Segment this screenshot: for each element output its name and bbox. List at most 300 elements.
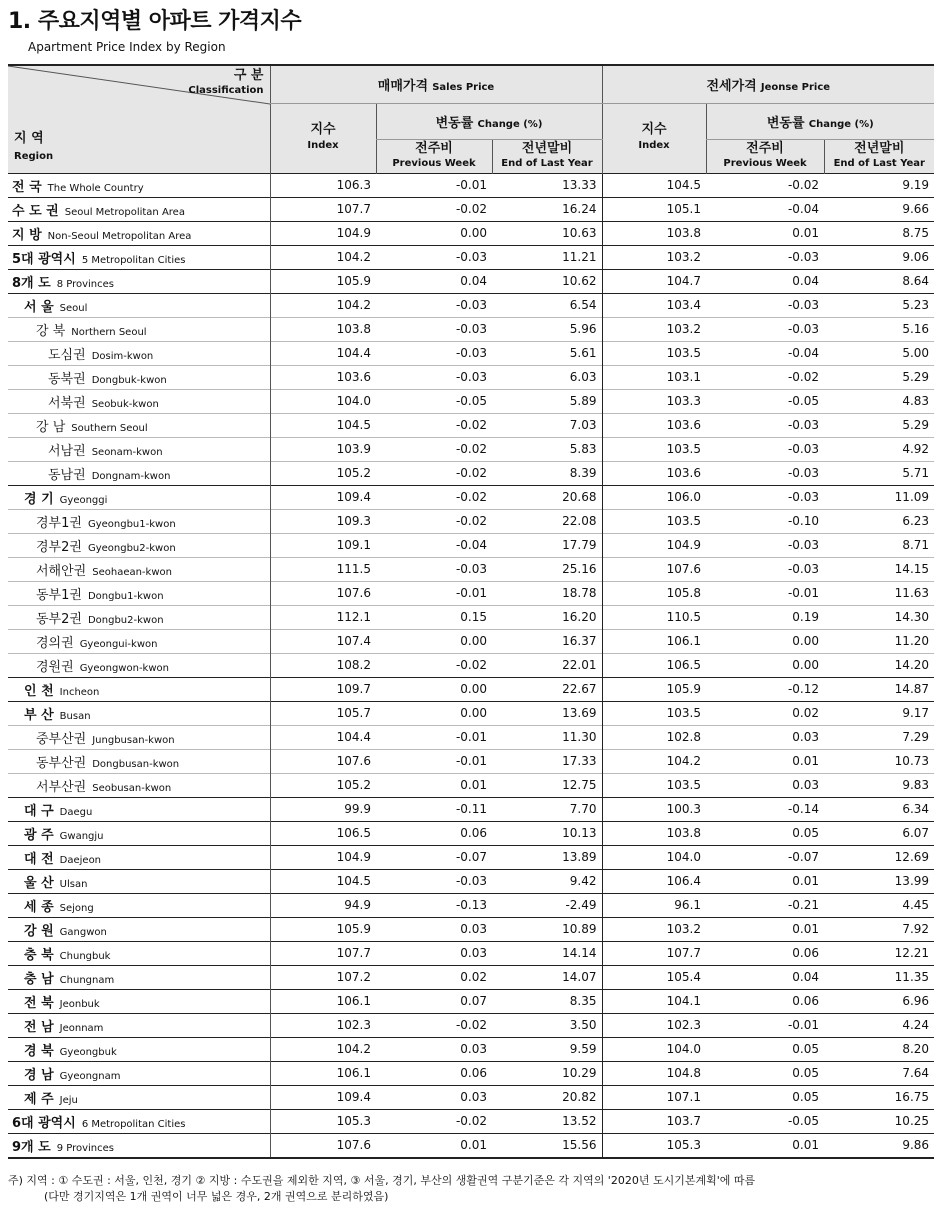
sales-prev-week-cell: 0.00	[376, 701, 492, 725]
sales-prev-week-cell: 0.01	[376, 1133, 492, 1158]
jeonse-end-last-year-cell: 5.71	[824, 461, 934, 485]
sales-end-last-year-cell: 3.50	[492, 1013, 602, 1037]
jeonse-end-last-year-cell: 9.66	[824, 197, 934, 221]
region-name-ko: 서북권	[48, 395, 86, 411]
region-name-ko: 서 울	[24, 299, 54, 315]
region-cell	[8, 701, 270, 725]
sales-index-cell: 103.9	[270, 437, 376, 461]
sales-end-last-year-cell: 6.54	[492, 293, 602, 317]
region-name-ko: 경 북	[24, 1043, 54, 1059]
jeonse-index-cell: 102.8	[602, 725, 706, 749]
jeonse-end-last-year-cell: 7.64	[824, 1061, 934, 1085]
region-cell	[8, 1133, 270, 1158]
region-name-en: Seoul Metropolitan Area	[64, 206, 185, 218]
region-name-en: 6 Metropolitan Cities	[81, 1118, 186, 1130]
jeonse-prev-week-cell: 0.05	[706, 1037, 824, 1061]
sales-index-cell: 107.6	[270, 749, 376, 773]
sales-index-cell: 104.5	[270, 413, 376, 437]
sales-prev-week-cell: -0.02	[376, 653, 492, 677]
sales-prev-week-cell: -0.01	[376, 173, 492, 197]
sales-index-cell: 104.4	[270, 341, 376, 365]
region-name-ko: 강 원	[24, 923, 54, 939]
sales-end-last-year-cell: 13.33	[492, 173, 602, 197]
region-name-ko: 9개 도	[12, 1139, 51, 1155]
table-row	[8, 1037, 934, 1061]
jeonse-index-cell: 96.1	[602, 893, 706, 917]
jeonse-end-last-year-cell: 6.96	[824, 989, 934, 1013]
sales-prev-week-cell: 0.06	[376, 821, 492, 845]
sales-end-last-year-cell: 5.83	[492, 437, 602, 461]
classification-label-en: Classification	[188, 85, 264, 96]
jeonse-index-cell: 103.2	[602, 917, 706, 941]
region-name-ko: 동부산권	[36, 755, 87, 771]
region-name-en: Gyeongwon-kwon	[79, 662, 169, 674]
region-name-en: 5 Metropolitan Cities	[81, 254, 186, 266]
sales-prev-week-cell: -0.05	[376, 389, 492, 413]
jeonse-prev-week-cell: 0.01	[706, 221, 824, 245]
price-index-table	[8, 64, 934, 1159]
region-cell	[8, 413, 270, 437]
table-row	[8, 965, 934, 989]
sales-end-last-year-cell: 6.03	[492, 365, 602, 389]
jeonse-index-cell: 103.6	[602, 413, 706, 437]
sales-index-cell: 106.1	[270, 989, 376, 1013]
sales-index-cell: 112.1	[270, 605, 376, 629]
jeonse-index-cell: 104.2	[602, 749, 706, 773]
sales-index-cell: 102.3	[270, 1013, 376, 1037]
jeonse-prev-week-cell: 0.03	[706, 773, 824, 797]
jeonse-prev-week-cell: 0.06	[706, 989, 824, 1013]
sales-price-header: 매매가격 Sales Price	[270, 65, 602, 103]
region-cell	[8, 341, 270, 365]
region-name-ko: 강 북	[36, 323, 66, 339]
table-header	[8, 65, 934, 173]
sales-end-last-year-cell: 22.01	[492, 653, 602, 677]
sales-index-cell: 107.7	[270, 197, 376, 221]
region-name-ko: 강 남	[36, 419, 66, 435]
jeonse-end-last-year-cell: 11.20	[824, 629, 934, 653]
region-cell	[8, 653, 270, 677]
jeonse-end-last-year-cell: 14.15	[824, 557, 934, 581]
sales-end-last-year-cell: 22.08	[492, 509, 602, 533]
jeonse-end-last-year-cell: 14.30	[824, 605, 934, 629]
jeonse-prev-week-cell: 0.03	[706, 725, 824, 749]
jeonse-prev-week-cell: -0.14	[706, 797, 824, 821]
jeonse-index-cell: 106.5	[602, 653, 706, 677]
jeonse-index-cell: 105.3	[602, 1133, 706, 1158]
region-name-ko: 제 주	[24, 1091, 54, 1107]
sales-end-last-year-cell: 11.30	[492, 725, 602, 749]
region-cell	[8, 941, 270, 965]
jeonse-end-last-year-cell: 16.75	[824, 1085, 934, 1109]
region-cell	[8, 893, 270, 917]
region-name-en: Jeonnam	[59, 1022, 104, 1034]
sales-end-last-year-cell: 11.21	[492, 245, 602, 269]
region-name-en: Southern Seoul	[71, 422, 148, 434]
jeonse-index-cell: 106.4	[602, 869, 706, 893]
region-name-en: Gwangju	[59, 830, 104, 842]
table-row	[8, 293, 934, 317]
table-row	[8, 365, 934, 389]
region-name-ko: 충 남	[24, 971, 54, 987]
region-cell	[8, 221, 270, 245]
classification-label-ko: 구 분	[233, 68, 264, 83]
sales-index-cell: 109.1	[270, 533, 376, 557]
region-name-ko: 경 남	[24, 1067, 54, 1083]
table-row	[8, 821, 934, 845]
jeonse-index-cell: 103.2	[602, 245, 706, 269]
sales-index-header: 지수 Index	[270, 103, 376, 173]
table-row	[8, 317, 934, 341]
table-row	[8, 485, 934, 509]
jeonse-prev-week-cell: -0.03	[706, 461, 824, 485]
region-name-ko: 수 도 권	[12, 203, 59, 219]
jeonse-prev-week-cell: -0.02	[706, 173, 824, 197]
sales-prev-week-cell: 0.00	[376, 221, 492, 245]
sales-prev-week-cell: 0.00	[376, 677, 492, 701]
sales-prev-week-cell: 0.01	[376, 773, 492, 797]
jeonse-index-cell: 105.4	[602, 965, 706, 989]
table-row	[8, 701, 934, 725]
region-name-en: Busan	[59, 710, 91, 722]
sales-end-last-year-cell: 15.56	[492, 1133, 602, 1158]
region-cell	[8, 869, 270, 893]
sales-index-cell: 103.6	[270, 365, 376, 389]
jeonse-end-last-year-cell: 11.35	[824, 965, 934, 989]
sales-end-last-year-cell: 8.35	[492, 989, 602, 1013]
sales-prev-week-cell: 0.03	[376, 1037, 492, 1061]
table-row	[8, 557, 934, 581]
sales-prev-week-cell: -0.02	[376, 1013, 492, 1037]
region-name-ko: 지 방	[12, 227, 42, 243]
sales-prev-week-cell: 0.15	[376, 605, 492, 629]
table-row	[8, 605, 934, 629]
sales-index-cell: 111.5	[270, 557, 376, 581]
region-cell	[8, 1013, 270, 1037]
sales-index-cell: 104.2	[270, 245, 376, 269]
region-name-en: Daegu	[59, 806, 93, 818]
sales-end-last-year-cell: 18.78	[492, 581, 602, 605]
sales-index-cell: 109.4	[270, 1085, 376, 1109]
sales-index-cell: 104.4	[270, 725, 376, 749]
sales-prev-week-cell: 0.03	[376, 941, 492, 965]
page-title: 1. 주요지역별 아파트 가격지수	[8, 9, 302, 34]
sales-end-last-year-cell: 10.13	[492, 821, 602, 845]
region-cell	[8, 773, 270, 797]
sales-prev-week-header: 전주비 Previous Week	[376, 139, 492, 173]
jeonse-prev-week-cell: 0.01	[706, 749, 824, 773]
sales-prev-week-cell: -0.03	[376, 557, 492, 581]
sales-end-last-year-cell: 14.14	[492, 941, 602, 965]
jeonse-end-last-year-cell: 5.29	[824, 413, 934, 437]
jeonse-end-last-year-cell: 9.83	[824, 773, 934, 797]
sales-index-cell: 107.6	[270, 1133, 376, 1158]
region-name-en: Dongbu2-kwon	[87, 614, 164, 626]
region-name-en: The Whole Country	[47, 182, 144, 194]
region-cell	[8, 725, 270, 749]
region-cell	[8, 629, 270, 653]
region-cell	[8, 1037, 270, 1061]
sales-end-last-year-cell: 9.59	[492, 1037, 602, 1061]
sales-index-cell: 104.2	[270, 1037, 376, 1061]
region-name-en: Gyeongbuk	[59, 1046, 117, 1058]
jeonse-index-cell: 104.8	[602, 1061, 706, 1085]
jeonse-prev-week-cell: 0.05	[706, 821, 824, 845]
region-name-en: Seoul	[59, 302, 88, 314]
table-row	[8, 461, 934, 485]
jeonse-end-last-year-cell: 10.25	[824, 1109, 934, 1133]
sales-end-last-year-cell: 5.96	[492, 317, 602, 341]
sales-index-cell: 104.0	[270, 389, 376, 413]
jeonse-index-cell: 103.8	[602, 221, 706, 245]
sales-index-cell: 106.5	[270, 821, 376, 845]
region-cell	[8, 581, 270, 605]
region-cell	[8, 173, 270, 197]
table-row	[8, 989, 934, 1013]
region-name-en: Gyeongui-kwon	[79, 638, 158, 650]
sales-prev-week-cell: 0.07	[376, 989, 492, 1013]
jeonse-end-last-year-cell: 8.71	[824, 533, 934, 557]
table-row	[8, 917, 934, 941]
jeonse-index-cell: 103.8	[602, 821, 706, 845]
jeonse-prev-week-cell: -0.03	[706, 485, 824, 509]
jeonse-prev-week-cell: 0.19	[706, 605, 824, 629]
region-cell	[8, 269, 270, 293]
region-name-ko: 6대 광역시	[12, 1115, 76, 1131]
region-name-en: Seobusan-kwon	[92, 782, 172, 794]
region-name-ko: 경부1권	[36, 515, 82, 531]
jeonse-end-last-year-cell: 5.29	[824, 365, 934, 389]
sales-index-cell: 104.9	[270, 221, 376, 245]
sales-end-last-year-cell: 5.61	[492, 341, 602, 365]
region-name-en: Seonam-kwon	[91, 446, 163, 458]
jeonse-end-last-year-cell: 6.34	[824, 797, 934, 821]
region-cell	[8, 389, 270, 413]
jeonse-prev-week-cell: -0.01	[706, 1013, 824, 1037]
region-cell	[8, 1109, 270, 1133]
sales-index-cell: 105.7	[270, 701, 376, 725]
sales-index-cell: 105.9	[270, 917, 376, 941]
jeonse-index-cell: 106.1	[602, 629, 706, 653]
region-name-ko: 중부산권	[36, 731, 87, 747]
jeonse-end-last-year-cell: 10.73	[824, 749, 934, 773]
jeonse-index-cell: 104.0	[602, 1037, 706, 1061]
sales-prev-week-cell: 0.02	[376, 965, 492, 989]
jeonse-end-last-year-cell: 12.21	[824, 941, 934, 965]
jeonse-prev-week-cell: 0.05	[706, 1085, 824, 1109]
jeonse-end-last-year-cell: 4.92	[824, 437, 934, 461]
sales-prev-week-cell: 0.03	[376, 917, 492, 941]
footnote-line-2: (다만 경기지역은 1개 권역이 너무 넓은 경우, 2개 권역으로 분리하였음)	[44, 1190, 389, 1203]
sales-end-last-year-cell: 16.24	[492, 197, 602, 221]
region-cell	[8, 461, 270, 485]
region-name-ko: 동남권	[48, 467, 86, 483]
region-name-en: Sejong	[59, 902, 94, 914]
region-cell	[8, 509, 270, 533]
jeonse-prev-week-header: 전주비 Previous Week	[706, 139, 824, 173]
region-name-en: Gangwon	[59, 926, 107, 938]
region-label-en: Region	[14, 151, 54, 162]
jeonse-prev-week-cell: 0.04	[706, 269, 824, 293]
sales-end-last-year-cell: -2.49	[492, 893, 602, 917]
sales-prev-week-cell: -0.03	[376, 245, 492, 269]
jeonse-end-last-year-cell: 8.20	[824, 1037, 934, 1061]
table-row	[8, 749, 934, 773]
region-name-en: Daejeon	[59, 854, 102, 866]
region-cell	[8, 605, 270, 629]
jeonse-index-cell: 110.5	[602, 605, 706, 629]
table-row	[8, 1061, 934, 1085]
jeonse-end-last-year-cell: 11.63	[824, 581, 934, 605]
region-cell	[8, 797, 270, 821]
sales-index-cell: 107.4	[270, 629, 376, 653]
jeonse-prev-week-cell: 0.05	[706, 1061, 824, 1085]
jeonse-prev-week-cell: 0.02	[706, 701, 824, 725]
sales-prev-week-cell: -0.11	[376, 797, 492, 821]
jeonse-index-cell: 103.5	[602, 509, 706, 533]
sales-end-last-year-cell: 10.89	[492, 917, 602, 941]
sales-index-cell: 94.9	[270, 893, 376, 917]
table-row	[8, 677, 934, 701]
table-row	[8, 797, 934, 821]
sales-index-cell: 105.2	[270, 773, 376, 797]
sales-prev-week-cell: -0.03	[376, 365, 492, 389]
region-name-en: Non-Seoul Metropolitan Area	[47, 230, 192, 242]
region-name-ko: 충 북	[24, 947, 54, 963]
table-row	[8, 773, 934, 797]
sales-index-cell: 109.3	[270, 509, 376, 533]
region-cell	[8, 1061, 270, 1085]
sales-end-last-year-cell: 22.67	[492, 677, 602, 701]
jeonse-index-cell: 103.7	[602, 1109, 706, 1133]
sales-end-last-year-cell: 10.63	[492, 221, 602, 245]
jeonse-index-cell: 104.7	[602, 269, 706, 293]
sales-prev-week-cell: 0.00	[376, 629, 492, 653]
region-name-ko: 도심권	[48, 347, 86, 363]
jeonse-index-cell: 103.5	[602, 437, 706, 461]
jeonse-prev-week-cell: -0.03	[706, 245, 824, 269]
sales-end-last-year-cell: 5.89	[492, 389, 602, 413]
table-row	[8, 941, 934, 965]
region-cell	[8, 677, 270, 701]
region-name-ko: 서남권	[48, 443, 86, 459]
jeonse-prev-week-cell: -0.04	[706, 197, 824, 221]
region-name-ko: 대 구	[24, 803, 54, 819]
jeonse-index-cell: 107.1	[602, 1085, 706, 1109]
sales-end-last-year-cell: 10.29	[492, 1061, 602, 1085]
region-cell	[8, 917, 270, 941]
jeonse-index-header: 지수 Index	[602, 103, 706, 173]
region-name-en: Ulsan	[59, 878, 88, 890]
region-cell	[8, 437, 270, 461]
jeonse-end-last-year-cell: 14.87	[824, 677, 934, 701]
table-row	[8, 1013, 934, 1037]
region-cell	[8, 533, 270, 557]
sales-end-last-year-cell: 8.39	[492, 461, 602, 485]
jeonse-change-header: 변동률 Change (%)	[706, 103, 934, 139]
sales-end-last-year-cell: 10.62	[492, 269, 602, 293]
region-name-en: 9 Provinces	[56, 1142, 114, 1154]
region-name-en: Jeju	[59, 1094, 78, 1106]
footnote	[8, 1173, 755, 1205]
region-name-ko: 동부2권	[36, 611, 82, 627]
sales-prev-week-cell: -0.07	[376, 845, 492, 869]
region-name-ko: 서부산권	[36, 779, 87, 795]
table-row	[8, 1133, 934, 1158]
sales-index-cell: 104.5	[270, 869, 376, 893]
region-name-ko: 광 주	[24, 827, 54, 843]
sales-prev-week-cell: -0.01	[376, 581, 492, 605]
jeonse-end-last-year-cell: 8.64	[824, 269, 934, 293]
region-name-ko: 경의권	[36, 635, 74, 651]
jeonse-prev-week-cell: -0.04	[706, 341, 824, 365]
classification-header-cell	[8, 65, 270, 173]
sales-index-cell: 104.9	[270, 845, 376, 869]
region-name-ko: 전 국	[12, 179, 42, 195]
jeonse-index-cell: 107.7	[602, 941, 706, 965]
region-name-en: Jeonbuk	[59, 998, 100, 1010]
jeonse-prev-week-cell: -0.10	[706, 509, 824, 533]
sales-end-last-year-cell: 7.03	[492, 413, 602, 437]
region-name-ko: 동북권	[48, 371, 86, 387]
jeonse-prev-week-cell: -0.03	[706, 413, 824, 437]
sales-prev-week-cell: -0.03	[376, 869, 492, 893]
region-name-ko: 대 전	[24, 851, 54, 867]
jeonse-prev-week-cell: -0.05	[706, 1109, 824, 1133]
region-name-ko: 부 산	[24, 707, 54, 723]
region-cell	[8, 317, 270, 341]
jeonse-index-cell: 103.3	[602, 389, 706, 413]
jeonse-index-cell: 105.1	[602, 197, 706, 221]
region-cell	[8, 557, 270, 581]
jeonse-prev-week-cell: 0.00	[706, 653, 824, 677]
sales-end-last-year-cell: 12.75	[492, 773, 602, 797]
region-name-ko: 전 남	[24, 1019, 54, 1035]
sales-index-cell: 105.3	[270, 1109, 376, 1133]
sales-index-cell: 105.9	[270, 269, 376, 293]
jeonse-prev-week-cell: 0.06	[706, 941, 824, 965]
jeonse-index-cell: 103.1	[602, 365, 706, 389]
jeonse-end-last-year-cell: 7.92	[824, 917, 934, 941]
sales-prev-week-cell: 0.03	[376, 1085, 492, 1109]
sales-index-cell: 106.1	[270, 1061, 376, 1085]
sales-index-cell: 104.2	[270, 293, 376, 317]
jeonse-index-cell: 105.9	[602, 677, 706, 701]
table-row	[8, 245, 934, 269]
jeonse-end-last-year-cell: 8.75	[824, 221, 934, 245]
region-cell	[8, 485, 270, 509]
jeonse-index-cell: 104.9	[602, 533, 706, 557]
table-row	[8, 269, 934, 293]
sales-prev-week-cell: -0.02	[376, 1109, 492, 1133]
region-name-en: Gyeonggi	[59, 494, 108, 506]
sales-prev-week-cell: -0.01	[376, 725, 492, 749]
sales-index-cell: 109.7	[270, 677, 376, 701]
region-name-en: Gyeongbu1-kwon	[87, 518, 176, 530]
sales-prev-week-cell: -0.02	[376, 509, 492, 533]
region-cell	[8, 197, 270, 221]
jeonse-prev-week-cell: -0.02	[706, 365, 824, 389]
table-row	[8, 221, 934, 245]
table-row	[8, 341, 934, 365]
table-row	[8, 197, 934, 221]
jeonse-end-last-year-cell: 4.83	[824, 389, 934, 413]
jeonse-index-cell: 103.4	[602, 293, 706, 317]
region-cell	[8, 245, 270, 269]
sales-prev-week-cell: -0.03	[376, 341, 492, 365]
jeonse-prev-week-cell: -0.21	[706, 893, 824, 917]
jeonse-end-last-year-cell: 4.24	[824, 1013, 934, 1037]
